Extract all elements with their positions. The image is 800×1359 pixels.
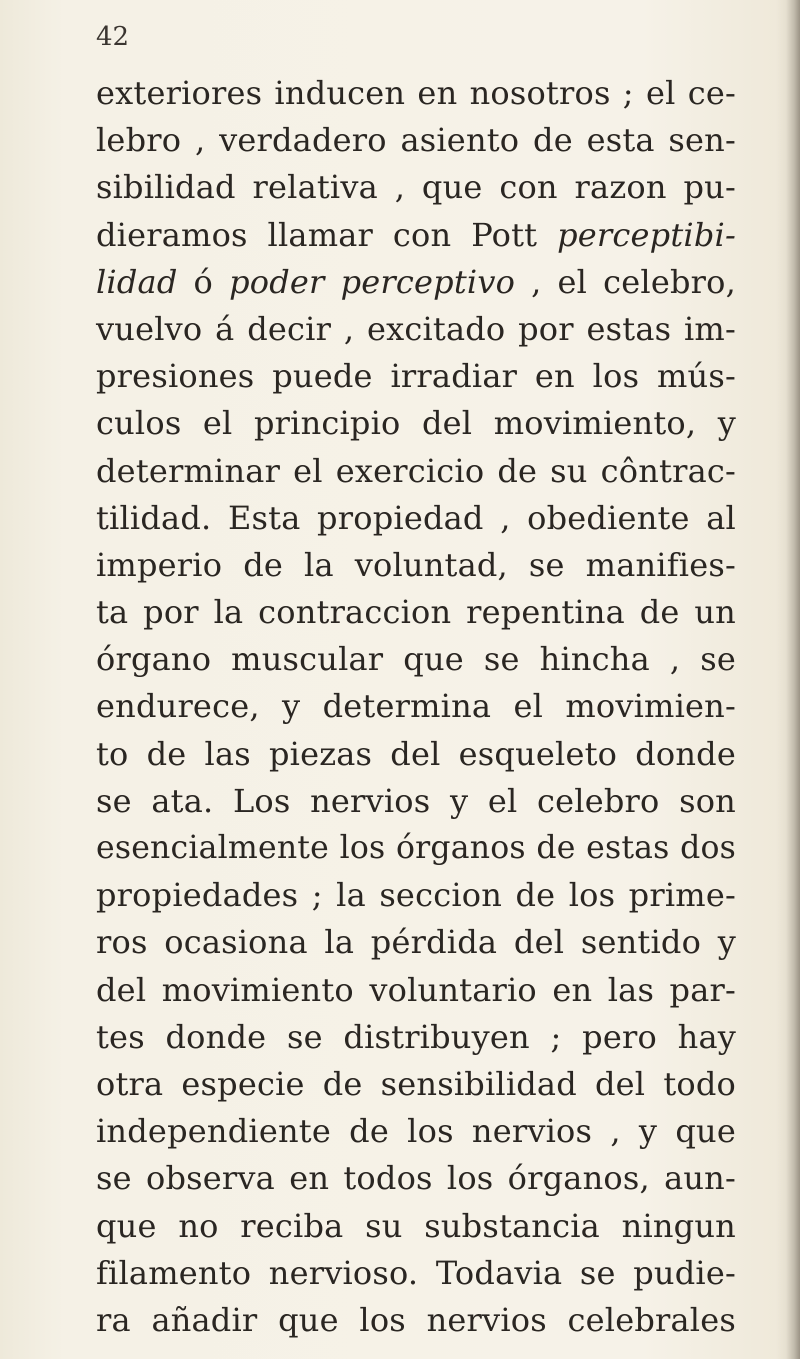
italic-term: poder perceptivo	[229, 262, 516, 301]
text-line: dieramos llamar con Pott perceptibi-	[96, 215, 736, 254]
text-line: lidad ó poder perceptivo , el celebro,	[96, 262, 736, 301]
text-line: propiedades ; la seccion de los prime-	[96, 876, 736, 915]
text-line: que no reciba su substancia ningun	[96, 1206, 736, 1245]
page-edge-shadow	[786, 0, 800, 1359]
text-line: tilidad. Esta propiedad , obediente al	[96, 498, 736, 537]
text-line: ra añadir que los nervios celebrales	[96, 1300, 736, 1339]
text-line: endurece, y determina el movimien-	[96, 687, 736, 726]
text-line: imperio de la voluntad, se manifies-	[96, 545, 736, 584]
text-line: culos el principio del movimiento, y	[96, 404, 736, 443]
text-line: vuelvo á decir , excitado por estas im-	[96, 309, 736, 348]
text-line: exteriores inducen en nosotros ; el ce-	[96, 74, 736, 112]
text-line: tes donde se distribuyen ; pero hay	[96, 1017, 736, 1056]
text-line: independiente de los nervios , y que	[96, 1112, 736, 1151]
text-line: filamento nervioso. Todavia se pudie-	[96, 1253, 736, 1292]
text-line: sibilidad relativa , que con razon pu-	[96, 168, 736, 207]
text-line: se observa en todos los órganos, aun-	[96, 1159, 736, 1198]
text-line: esencialmente los órganos de estas dos	[96, 830, 736, 866]
italic-term: lidad	[96, 262, 178, 301]
text-line: órgano muscular que se hincha , se	[96, 640, 736, 679]
text-line: to de las piezas del esqueleto donde	[96, 734, 736, 773]
text-line: otra especie de sensibilidad del todo	[96, 1064, 736, 1103]
text-line: lebro , verdadero asiento de esta sen-	[96, 121, 736, 160]
text-line: ros ocasiona la pérdida del sentido y	[96, 923, 736, 962]
text-line: determinar el exercicio de su côntrac-	[96, 451, 736, 490]
text-line: se ata. Los nervios y el celebro son	[96, 781, 736, 820]
text-line: presiones puede irradiar en los mús-	[96, 357, 736, 396]
page-number: 42	[96, 22, 130, 52]
body-text	[96, 70, 736, 1344]
text-line: del movimiento voluntario en las par-	[96, 970, 736, 1009]
text-line: ta por la contraccion repentina de un	[96, 593, 736, 632]
italic-term: perceptibi-	[557, 215, 736, 254]
